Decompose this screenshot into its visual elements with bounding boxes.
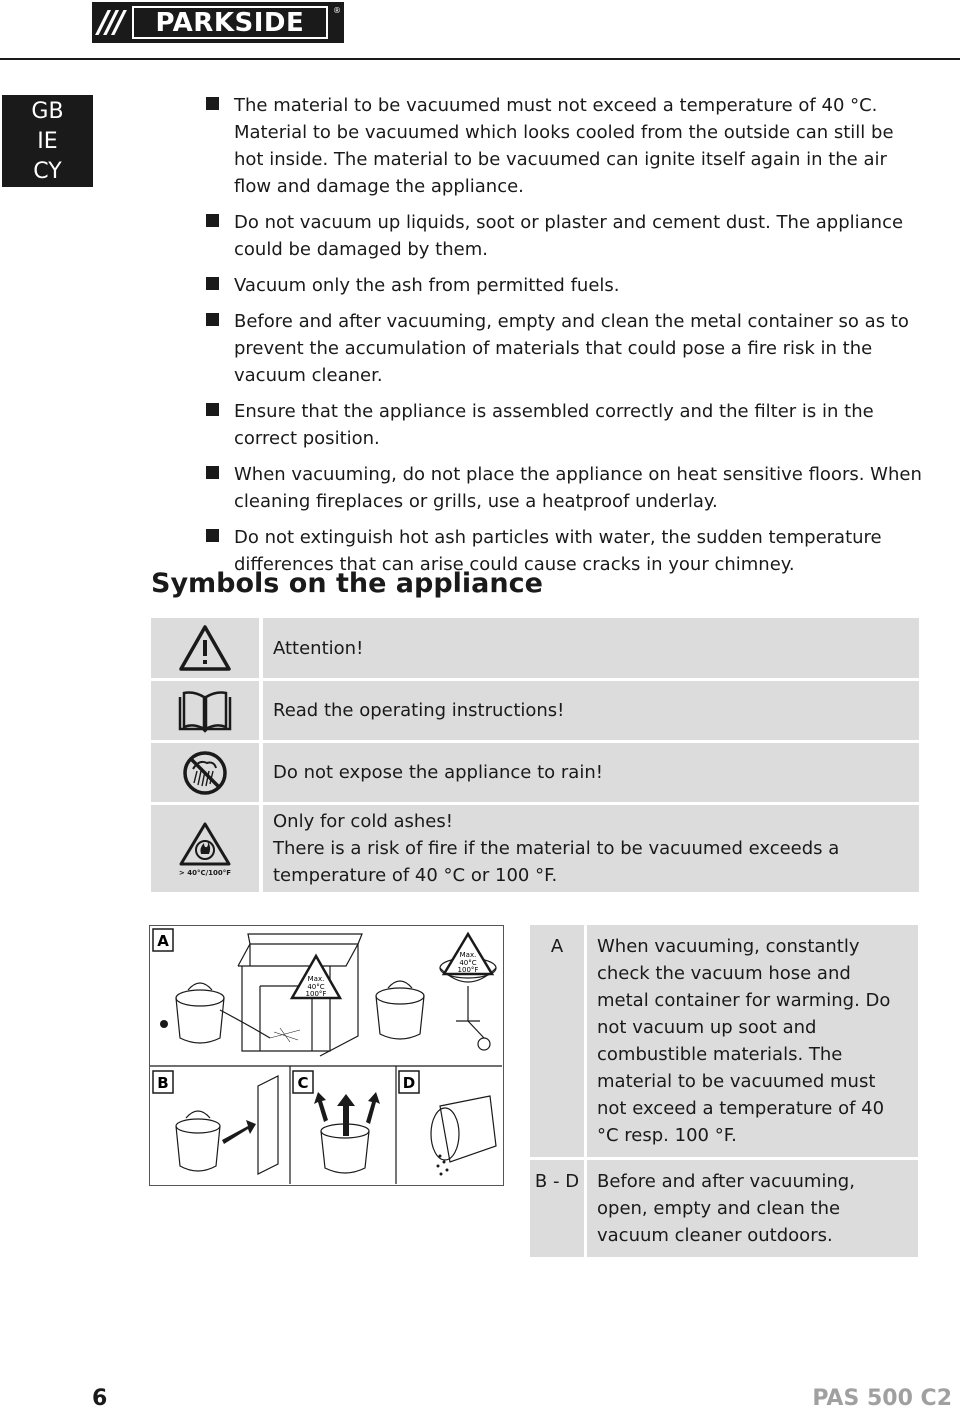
bullet-square-icon	[206, 214, 219, 227]
list-item: Ensure that the appliance is assembled correctly and the filter is in the correct position.	[206, 398, 926, 452]
max2-line2: 40°C	[459, 959, 477, 967]
logo-box	[132, 6, 328, 39]
vacuum-cleaner-drawing	[176, 983, 270, 1043]
table-row	[530, 925, 918, 1157]
panel-b-label: B	[157, 1074, 169, 1092]
symbol-text: Only for cold ashes! There is a risk of fire if the material to be vacuumed exceeds a temperature of 40 °C or 100 °F.	[263, 805, 919, 892]
bullet-square-icon	[206, 529, 219, 542]
top-rule	[0, 58, 960, 60]
symbol-text: Read the operating instructions!	[263, 681, 919, 740]
page-number: 6	[92, 1386, 108, 1411]
max1-line3: 100°F	[305, 990, 327, 998]
table-row	[151, 618, 919, 678]
table-row	[151, 805, 919, 892]
fire-warning-label: > 40°C/100°F	[178, 868, 232, 877]
info-table	[530, 925, 918, 1260]
logo-text: PARKSIDE	[155, 7, 305, 38]
panel-d-label: D	[402, 1074, 416, 1092]
bullet-square-icon	[206, 97, 219, 110]
logo-slashes: ///	[98, 5, 122, 40]
list-item: Before and after vacuuming, empty and clean the metal container so as to prevent the accumulation of materials that could pose a fire risk in the vacuum cleaner.	[206, 308, 926, 389]
warning-triangle-icon	[151, 618, 259, 678]
bullet-square-icon	[206, 313, 219, 326]
max1-line2: 40°C	[307, 983, 325, 991]
language-box	[2, 95, 93, 187]
max2-line1: Max.	[459, 951, 477, 959]
info-text: Before and after vacuuming, open, empty and clean the vacuum cleaner outdoors.	[587, 1160, 918, 1257]
symbols-table	[151, 618, 919, 895]
bullet-square-icon	[206, 466, 219, 479]
cleaning-illustration	[149, 925, 504, 1186]
bullet-square-icon	[206, 403, 219, 416]
no-rain-icon	[151, 743, 259, 802]
open-book-icon	[151, 681, 259, 740]
table-row	[151, 681, 919, 740]
logo-registered-mark: ®	[333, 6, 341, 15]
symbol-text: Attention!	[263, 618, 919, 678]
info-key: A	[530, 925, 584, 1157]
list-item: Do not extinguish hot ash particles with water, the sudden temperature differences that can arise could cause cracks in your chimney.	[206, 524, 926, 578]
list-item: The material to be vacuumed must not exceed a temperature of 40 °C. Material to be vacuumed which looks cooled from the outside can still be hot inside. The material to be vacuumed can ignite itself again in the air flow and damage the appliance.	[206, 92, 926, 200]
lang-gb: GB	[31, 99, 64, 124]
safety-bullet-list	[206, 92, 926, 587]
panel-c-label: C	[297, 1074, 309, 1092]
max1-line1: Max.	[307, 975, 325, 983]
section-title: Symbols on the appliance	[151, 568, 543, 599]
panel-a-label: A	[157, 932, 169, 950]
list-item: When vacuuming, do not place the appliance on heat sensitive floors. When cleaning fireplaces or grills, use a heatproof underlay.	[206, 461, 926, 515]
symbol-text: Do not expose the appliance to rain!	[263, 743, 919, 802]
max2-line3: 100°F	[457, 966, 479, 974]
info-text: When vacuuming, constantly check the vacuum hose and metal container for warming. Do not vacuum up soot and combustible materials. The material to be vacuumed must not exceed a temperature of 40 °C resp. 100 °F.	[587, 925, 918, 1157]
list-item: Vacuum only the ash from permitted fuels.	[206, 272, 926, 299]
parkside-logo	[92, 2, 344, 43]
lang-cy: CY	[33, 159, 62, 184]
lang-ie: IE	[37, 129, 58, 154]
table-row	[151, 743, 919, 802]
info-key: B - D	[530, 1160, 584, 1257]
fire-warning-icon	[151, 805, 259, 892]
bullet-square-icon	[206, 277, 219, 290]
model-number: PAS 500 C2	[812, 1386, 952, 1411]
list-item: Do not vacuum up liquids, soot or plaster and cement dust. The appliance could be damaged by them.	[206, 209, 926, 263]
table-row	[530, 1160, 918, 1257]
